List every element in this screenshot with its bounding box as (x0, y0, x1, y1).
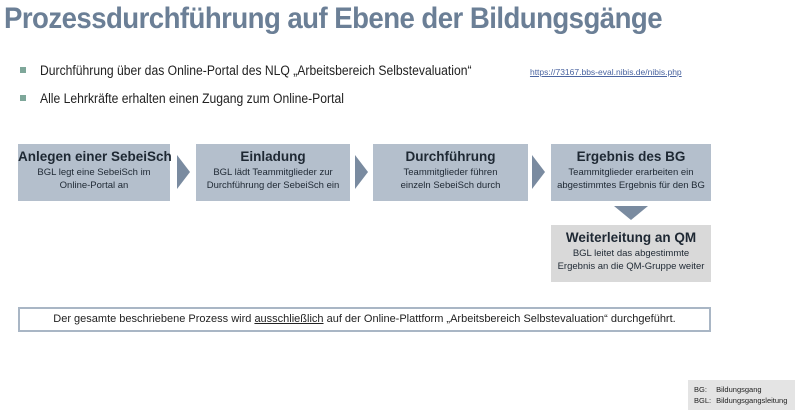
step-box-ergebnis (551, 144, 711, 201)
page-title: Prozessdurchführung auf Ebene der Bildungsgänge (4, 2, 663, 35)
step-description-line: Durchführung der SebeiSch ein (206, 180, 340, 191)
step-description-line: BGL legt eine SebeiSch im (37, 167, 151, 178)
step-box-durchfuehrung (373, 144, 528, 201)
followup-description-line: Ergebnis an die QM-Gruppe weiter (557, 261, 705, 272)
right-arrow-icon (177, 155, 190, 189)
portal-link[interactable]: https://73167.bbs-eval.nibis.de/nibis.php (529, 67, 682, 77)
bullet-item-portal (18, 62, 682, 90)
step-description (373, 166, 528, 192)
followup-description-line: BGL leitet das abgestimmte (572, 248, 690, 259)
step-description-line: einzeln SebeiSch durch (400, 180, 501, 191)
followup-title: Weiterleitung an QM (565, 230, 697, 245)
step-description-line: Online-Portal an (59, 180, 129, 191)
step-title: Einladung (240, 149, 306, 164)
summary-emphasis: ausschließlich (254, 313, 324, 325)
abbreviation-legend (688, 380, 795, 410)
summary-text-after: auf der Online-Plattform „Arbeitsbereich Selbstevaluation“ durchgeführt. (323, 313, 676, 325)
summary-text-before: Der gesamte beschriebene Prozess wird (53, 313, 255, 325)
bullet-item-access (18, 90, 682, 118)
step-description-line: Teammitglieder führen (403, 167, 498, 178)
square-bullet-icon (20, 67, 26, 73)
summary-note (18, 307, 711, 332)
legend-definition: Bildungsgang (716, 385, 762, 394)
step-box-anlegen (18, 144, 170, 201)
right-arrow-icon (355, 155, 368, 189)
legend-abbreviation: BGL: (694, 396, 712, 405)
legend-row (694, 395, 795, 406)
legend-definition: Bildungsgangsleitung (716, 396, 788, 405)
bullet-text: Alle Lehrkräfte erhalten einen Zugang zum Online-Portal (40, 91, 344, 106)
legend-abbreviation: BG: (694, 385, 707, 394)
step-description-line: abgestimmtes Ergebnis für den BG (557, 180, 705, 191)
followup-description (551, 247, 711, 273)
bullet-text: Durchführung über das Online-Portal des NLQ „Arbeitsbereich Selbstevaluation“ (40, 63, 472, 78)
step-description (18, 166, 170, 192)
step-box-einladung (196, 144, 350, 201)
bullet-list (18, 62, 682, 118)
step-description (196, 166, 350, 192)
step-description-line: BGL lädt Teammitglieder zur (213, 167, 333, 178)
step-title: Anlegen einer SebeiSch (18, 149, 172, 164)
down-arrow-icon (614, 206, 648, 220)
step-title: Durchführung (405, 149, 496, 164)
step-description-line: Teammitglieder erarbeiten ein (568, 167, 694, 178)
step-description (551, 166, 711, 192)
square-bullet-icon (20, 95, 26, 101)
legend-row (694, 384, 795, 395)
right-arrow-icon (532, 155, 545, 189)
followup-box-qm (551, 225, 711, 282)
step-title: Ergebnis des BG (576, 149, 686, 164)
